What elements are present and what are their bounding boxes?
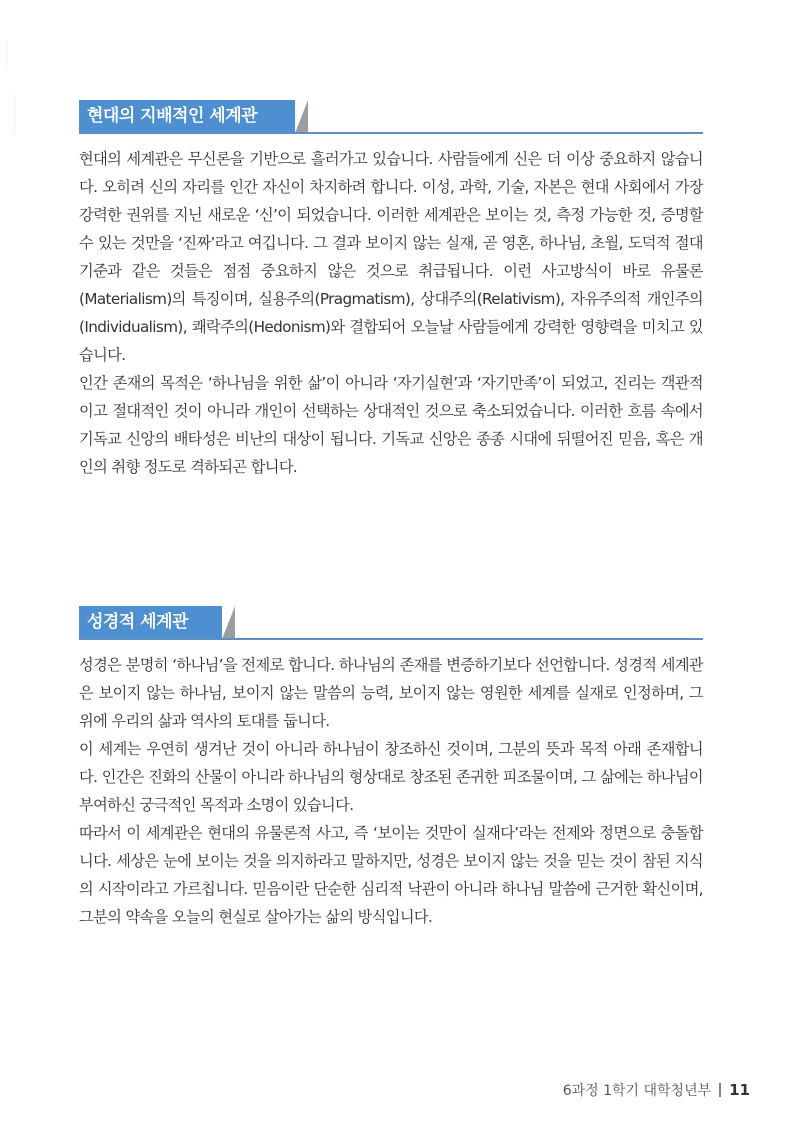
section-header [79,100,703,135]
paragraph: 인간 존재의 목적은 ‘하나님을 위한 삶’이 아니라 ‘자기실현’과 ‘자기만족’이 되었고, 진리는 객관적이고 절대적인 것이 아니라 개인이 선택하는 상대적인 것으로 축소되었습니다. 이러한 흐름 속에서 기독교 신앙의 배타성은 비난의 대상이 됩니다. 기독교 신앙은 종종 시대에 뒤떨어진 믿음, 혹은 개인의 취향 정도로 격하되곤 합니다. [79,374,703,476]
paragraph: 현대의 세계관은 무신론을 기반으로 흘러가고 있습니다. 사람들에게 신은 더 이상 중요하지 않습니다. 오히려 신의 자리를 인간 자신이 차지하려 합니다. 이성, 과학, 기술, 자본은 현대 사회에서 가장 강력한 권위를 지닌 새로운 ‘신’이 되었습니다. 이러한 세계관은 보이는 것, 측정 가능한 것, 증명할 수 있는 것만을 ‘진짜’라고 여깁니다. 그 결과 보이지 않는 실재, 곧 영혼, 하나님, 초월, 도덕적 절대 기준과 같은 것들은 점점 중요하지 않은 것으로 취급됩니다. 이런 사고방식이 바로 유물론(Materialism)의 특징이며, 실용주의(Pragmatism), 상대주의(Relativism), 자유주의적 개인주의(Individualism), 쾌락주의(Hedonism)와 결합되어 오늘날 사람들에게 강력한 영향력을 미치고 있습니다. [79,150,703,364]
section-body [79,135,703,481]
header-corner-decoration [222,606,235,639]
paragraph: 따라서 이 세계관은 현대의 유물론적 사고, 즉 ‘보이는 것만이 실재다’라는 전제와 정면으로 충돌합니다. 세상은 눈에 보이는 것을 의지하라고 말하지만, 성경은 보이지 않는 것을 믿는 것이 참된 지식의 시작이라고 가르칩니다. 믿음이란 단순한 심리적 낙관이 아니라 하나님 말씀에 근거한 확신이며, 그분의 약속을 오늘의 현실로 살아가는 삶의 방식입니다. [79,824,703,926]
scan-artifact-line [14,95,15,135]
section-title: 현대의 지배적인 세계관 [79,100,295,133]
paragraph: 이 세계는 우연히 생겨난 것이 아니라 하나님이 창조하신 것이며, 그분의 뜻과 목적 아래 존재합니다. 인간은 진화의 산물이 아니라 하나님의 형상대로 창조된 존귀한 피조물이며, 그 삶에는 하나님이 부여하신 궁극적인 목적과 소명이 있습니다. [79,740,703,814]
header-corner-decoration [295,100,308,133]
page-number: 11 [729,1081,750,1099]
section-biblical-worldview [79,606,703,931]
header-underline [79,132,703,134]
section-body [79,641,703,931]
scan-artifact-line [6,40,7,70]
section-modern-worldview [79,100,703,481]
page-footer [563,1080,750,1100]
section-title: 성경적 세계관 [79,606,222,639]
header-underline [79,638,703,640]
footer-divider [719,1083,721,1097]
course-label: 6과정 1학기 대학청년부 [562,1083,712,1099]
section-header [79,606,703,641]
paragraph: 성경은 분명히 ‘하나님’을 전제로 합니다. 하나님의 존재를 변증하기보다 선언합니다. 성경적 세계관은 보이지 않는 하나님, 보이지 않는 말씀의 능력, 보이지 않는 영원한 세계를 실재로 인정하며, 그 위에 우리의 삶과 역사의 토대를 둡니다. [79,656,703,730]
